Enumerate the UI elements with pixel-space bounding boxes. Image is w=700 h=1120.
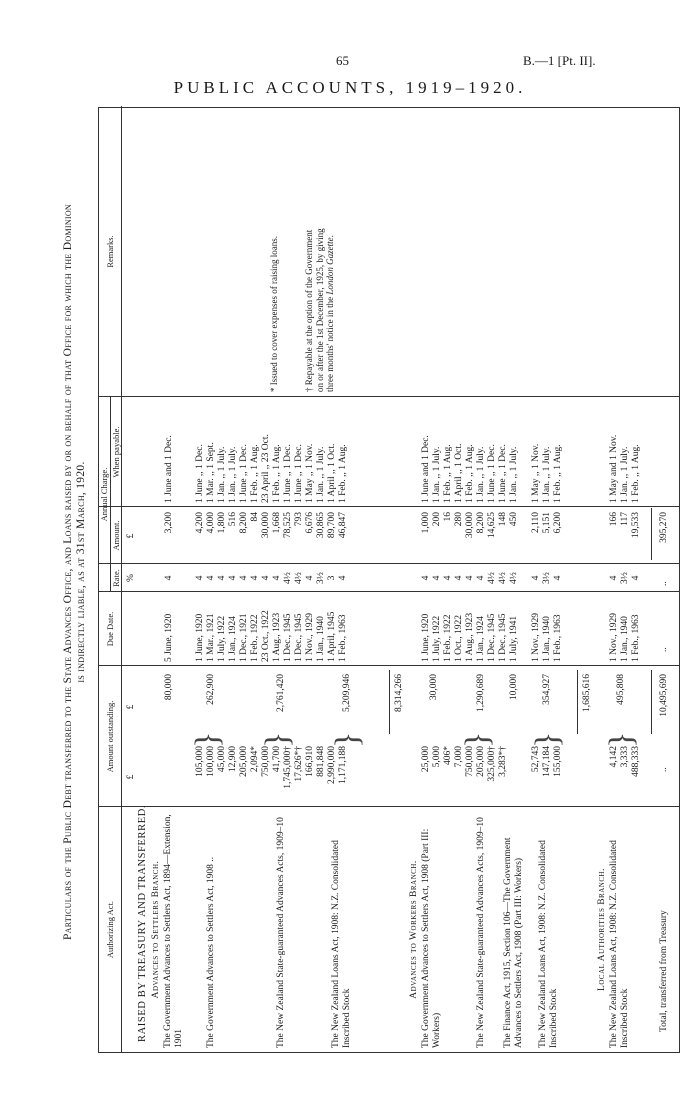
- row-rate: 4: [476, 575, 486, 581]
- row-amount: 325,000†: [487, 746, 497, 782]
- row-rate: 4: [338, 575, 348, 581]
- row-rate: 3: [327, 575, 337, 581]
- caption-line-1: Particulars of the Public Debt transferred to the State Advances Office, and Loans raised by or on behalf of that Office for which the Dominion: [62, 203, 74, 941]
- brace: }: [189, 731, 226, 748]
- row-payable: 1 Feb. ,, 1 Aug.: [443, 444, 453, 503]
- row-charge: 8,200: [476, 512, 486, 534]
- row-rate: 4: [217, 575, 227, 581]
- row-rate: 4: [443, 575, 453, 581]
- header-annual: Annual Charge.: [99, 467, 109, 522]
- row-payable: 1 Jan. ,, 1 July.: [316, 446, 326, 503]
- row-due: 1 July, 1941: [509, 615, 519, 662]
- brace: }: [603, 731, 640, 748]
- row-charge: 19,533: [631, 512, 641, 539]
- row-payable: 1 Feb. ,, 1 Aug.: [272, 444, 282, 503]
- subtotal-1894: 80,000: [164, 674, 174, 701]
- row-amount: 881,848: [316, 746, 326, 777]
- subtotal-workers-loans: 354,927: [542, 674, 552, 705]
- header-due: Due Date.: [105, 611, 115, 647]
- header-remarks: Remarks.: [105, 235, 115, 268]
- row-due: 1 Aug., 1923: [465, 612, 475, 662]
- row-charge: 793: [294, 512, 304, 527]
- header-amount: Amount outstanding.: [105, 700, 115, 773]
- section-workers: Advances to Workers Branch.: [409, 860, 419, 999]
- row-rate: 4: [305, 575, 315, 581]
- row-charge: 1,000: [421, 512, 431, 534]
- pound-symbol: £: [126, 774, 136, 780]
- row-charge: 516: [228, 512, 238, 527]
- row-due: 1 Feb., 1963: [631, 614, 641, 662]
- row-payable: 1 Jan. ,, 1 July.: [432, 446, 442, 503]
- row-payable: 1 June and 1 Dec.: [421, 435, 431, 503]
- row-rate: 4½: [498, 572, 508, 584]
- subtotal-local: 495,808: [616, 674, 626, 705]
- remark-note-2: † Repayable at the option of the Government on or after the 1st December, 1925, by giving three months' notice in the London Gazette.: [304, 228, 335, 392]
- row-payable: 1 Jan. ,, 1 July.: [217, 446, 227, 503]
- row-rate: 4: [272, 575, 282, 581]
- remark-note-2-italic: London Gazette: [325, 237, 335, 295]
- row-payable: 1 Feb. ,, 1 Aug.: [465, 444, 475, 503]
- act-loans-1908: The New Zealand Loans Act, 1908: N.Z. Consolidated Inscribed Stock: [331, 840, 352, 1048]
- row-due: 1 Aug., 1923: [272, 612, 282, 662]
- row-payable: 1 Feb. ,, 1 Aug.: [250, 444, 260, 503]
- row-amount: 41,700: [272, 746, 282, 773]
- row-charge: 450: [509, 512, 519, 527]
- row-due: 1 Feb., 1963: [338, 614, 348, 662]
- subtotal-workers-branch: 1,685,616: [582, 674, 592, 712]
- row-due: 1 Jan., 1940: [620, 616, 630, 662]
- col-rule: [99, 563, 679, 564]
- row-payable: 1 May ,, 1 Nov.: [305, 443, 315, 503]
- row-payable: 23 April ,, 23 Oct.: [261, 434, 271, 503]
- row-rate: 4: [631, 575, 641, 581]
- row-amount: 105,000: [195, 746, 205, 777]
- row-amount: 155,000: [553, 746, 563, 777]
- row-due: 1 Nov., 1929: [609, 613, 619, 662]
- sum-rule: [577, 670, 578, 734]
- row-payable: 1 May ,, 1 Nov.: [531, 443, 541, 503]
- row-due: 1 Dec., 1945: [498, 613, 508, 662]
- col-rule: [99, 506, 679, 507]
- brace: }: [259, 731, 296, 748]
- row-rate: 3½: [620, 572, 630, 584]
- row-payable: 1 June and 1 Dec.: [164, 435, 174, 503]
- row-due: 1 Jan., 1924: [476, 616, 486, 662]
- row-due: 1 April, 1945: [327, 611, 337, 662]
- row-payable: 1 Jan. ,, 1 July.: [542, 446, 552, 503]
- row-payable: 1 Feb. ,, 1 Aug.: [631, 444, 641, 503]
- row-charge: 1,668: [272, 512, 282, 534]
- subtotal-workers-guaranteed: 1,290,689: [476, 674, 486, 712]
- act-state-guaranteed: The New Zealand State-guaranteed Advances Acts, 1909–10: [276, 817, 286, 1048]
- act-workers-1908: The Government Advances to Settlers Act, 1908 (Part III: Workers): [421, 828, 442, 1048]
- header-rate: Rate.: [111, 569, 121, 587]
- row-charge: 6,676: [305, 512, 315, 534]
- row-charge: 6,200: [553, 512, 563, 534]
- table-frame: [98, 107, 680, 1053]
- row-due: 1 July, 1922: [432, 615, 442, 662]
- section-local: Local Authorities Branch.: [597, 868, 607, 991]
- row-amount: 100,000: [206, 746, 216, 777]
- row-amount: 2,094*: [250, 746, 260, 773]
- row-due: 1 Feb., 1963: [553, 614, 563, 662]
- row-due: 23 Oct., 1922: [261, 610, 271, 662]
- remark-note-1: * Issued to cover expenses of raising loans.: [269, 236, 279, 392]
- row-payable: 1 Jan. ,, 1 July.: [476, 446, 486, 503]
- row-charge: 89,700: [327, 512, 337, 539]
- percent-symbol: %: [126, 574, 136, 582]
- total-dots: ..: [659, 767, 669, 772]
- rotated-table: [98, 107, 680, 1053]
- row-rate: 4: [228, 575, 238, 581]
- row-payable: 1 Jan. ,, 1 July.: [509, 446, 519, 503]
- row-payable: 1 June ,, 1 Dec.: [239, 444, 249, 503]
- row-rate: 4½: [509, 572, 519, 584]
- row-due: 1 Dec., 1921: [239, 613, 249, 662]
- act-local-loans: The New Zealand Loans Act, 1908: N.Z. Consolidated Inscribed Stock: [609, 840, 630, 1048]
- brace: }: [329, 731, 366, 748]
- sum-rule: [389, 670, 390, 734]
- row-rate: 4: [609, 575, 619, 581]
- row-amount: 147,184: [542, 746, 552, 777]
- row-amount: 1,745,000†: [283, 746, 293, 789]
- table-caption: [62, 88, 88, 1056]
- row-payable: 1 Feb. ,, 1 Aug.: [553, 444, 563, 503]
- row-due: 1 June, 1920: [195, 613, 205, 662]
- subtotal-settlers-branch: 8,314,266: [394, 674, 404, 712]
- row-payable: 1 June ,, 1 Dec.: [294, 444, 304, 503]
- pound-symbol: £: [126, 704, 136, 710]
- row-payable: 1 June ,, 1 Dec.: [283, 444, 293, 503]
- row-rate: 4½: [283, 572, 293, 584]
- row-amount: 45,000: [217, 746, 227, 773]
- row-charge: 166: [609, 512, 619, 527]
- row-rate: 4: [164, 575, 174, 581]
- act-workers-loans: The New Zealand Loans Act, 1908: N.Z. Consolidated Inscribed Stock: [538, 840, 559, 1048]
- col-rule: [99, 665, 679, 666]
- row-payable: 1 June ,, 1 Dec.: [195, 444, 205, 503]
- row-rate: 4: [261, 575, 271, 581]
- row-charge: 3,200: [164, 512, 174, 534]
- row-charge: 46,847: [338, 512, 348, 539]
- row-rate: 4: [553, 575, 563, 581]
- row-payable: 1 April ,, 1 Oct.: [327, 443, 337, 503]
- brace: }: [459, 731, 496, 748]
- row-charge: 280: [454, 512, 464, 527]
- row-charge: 84: [250, 512, 260, 522]
- row-charge: 1,800: [217, 512, 227, 534]
- row-payable: 1 Jan. ,, 1 July.: [228, 446, 238, 503]
- row-charge: 5,151: [542, 512, 552, 534]
- row-amount: 7,000: [454, 746, 464, 768]
- row-payable: 1 May and 1 Nov.: [609, 434, 619, 503]
- subtotal-loans: 5,209,946: [342, 674, 352, 712]
- row-charge: 30,000: [261, 512, 271, 539]
- row-rate: 3½: [542, 572, 552, 584]
- act-workers-guaranteed: The New Zealand State-guaranteed Advances Acts, 1909–10: [476, 817, 486, 1048]
- row-due: 1 Nov., 1929: [531, 613, 541, 662]
- row-charge: 16: [443, 512, 453, 522]
- col-rule: [99, 591, 679, 592]
- row-rate: 4½: [294, 572, 304, 584]
- row-due: 1 Jan., 1940: [316, 616, 326, 662]
- row-charge: 4,000: [206, 512, 216, 534]
- row-payable: 1 June ,, 1 Dec.: [487, 444, 497, 503]
- row-due: 1 Dec., 1945: [283, 613, 293, 662]
- row-amount: 750,000: [261, 746, 271, 777]
- row-rate: 4½: [487, 572, 497, 584]
- subtotal-finance: 10,000: [509, 674, 519, 701]
- row-payable: 1 June ,, 1 Dec.: [498, 444, 508, 503]
- subtotal-workers-1908: 30,000: [429, 674, 439, 701]
- row-due: 1 Jan., 1940: [542, 616, 552, 662]
- subtotal-1908: 262,900: [206, 674, 216, 705]
- row-due: 1 Dec., 1945: [294, 613, 304, 662]
- total-annual-charge: 395,270: [659, 512, 669, 543]
- row-amount: 17,626*†: [294, 746, 304, 782]
- page-title: PUBLIC ACCOUNTS, 1919–1920.: [173, 78, 527, 97]
- row-payable: 1 Jan. ,, 1 July.: [620, 446, 630, 503]
- row-amount: 52,743: [531, 746, 541, 773]
- row-charge: 2,110: [531, 512, 541, 534]
- row-amount: 406*: [443, 746, 453, 765]
- page-number: 65: [336, 53, 349, 68]
- brace: }: [529, 731, 566, 748]
- row-charge: 117: [620, 512, 630, 526]
- row-payable: 1 Mar. ,, 1 Sept.: [206, 442, 216, 503]
- header-rule: [121, 106, 122, 1052]
- row-rate: 4: [250, 575, 260, 581]
- row-due: 1 Feb., 1922: [250, 614, 260, 662]
- row-amount: 3,333: [620, 746, 630, 768]
- col-rule: [99, 806, 679, 807]
- caption-line-2: is indirectly liable, as at 31st March, 1920.: [75, 461, 87, 683]
- row-charge: 30,865: [316, 512, 326, 539]
- row-rate: 4: [239, 575, 249, 581]
- section-main: RAISED BY TREASURY AND TRANSFERRED.: [137, 804, 148, 1042]
- total-dots: ..: [659, 647, 669, 652]
- row-charge: 4,200: [195, 512, 205, 534]
- row-amount: 3,283*†: [498, 746, 508, 777]
- row-amount: 4,142: [609, 746, 619, 768]
- row-amount: 5,000: [432, 746, 442, 768]
- row-charge: 78,525: [283, 512, 293, 539]
- remark-note-2-text: † Repayable at the option of the Government on or after the 1st December, 1925, by giving three months' notice in the: [304, 228, 335, 392]
- grand-total: 10,495,690: [659, 674, 669, 717]
- row-amount: 750,000: [465, 746, 475, 777]
- document-reference: B.—1 [Pt. II].: [523, 53, 596, 68]
- total-label: Total, transferred from Treasury: [659, 910, 669, 1032]
- row-due: 1 Jan., 1924: [228, 616, 238, 662]
- header-charge: Amount.: [111, 520, 121, 551]
- header-payable: When payable.: [111, 426, 121, 478]
- row-payable: 1 April ,, 1 Oct.: [454, 443, 464, 503]
- row-due: 1 Mar., 1921: [206, 613, 216, 662]
- row-charge: 14,625: [487, 512, 497, 539]
- row-charge: 8,200: [239, 512, 249, 534]
- row-rate: 4: [454, 575, 464, 581]
- sum-rule: [651, 670, 652, 734]
- row-amount: 25,000: [421, 746, 431, 773]
- act-1894: The Government Advances to Settlers Act, 1894—Extension, 1901: [163, 814, 184, 1048]
- row-charge: 148: [498, 512, 508, 527]
- row-rate: 4: [531, 575, 541, 581]
- sum-rule: [651, 508, 652, 560]
- row-amount: 205,000: [476, 746, 486, 777]
- row-amount: 1,171,188: [338, 746, 348, 784]
- section-settlers: Advances to Settlers Branch.: [151, 860, 161, 999]
- total-dots: ..: [659, 581, 669, 586]
- pound-symbol: £: [126, 533, 136, 539]
- row-amount: 205,000: [239, 746, 249, 777]
- row-charge: 30,000: [465, 512, 475, 539]
- subtotal-guaranteed: 2,761,420: [276, 674, 286, 712]
- row-due: 1 July, 1922: [217, 615, 227, 662]
- act-1908: The Government Advances to Settlers Act, 1908 ..: [206, 856, 216, 1048]
- row-amount: 166,910: [305, 746, 315, 777]
- row-charge: 200: [432, 512, 442, 527]
- row-amount: 12,900: [228, 746, 238, 773]
- row-due: 5 June, 1920: [164, 613, 174, 662]
- row-amount: 488,333: [631, 746, 641, 777]
- row-amount: 2,990,000: [327, 746, 337, 784]
- row-rate: 4: [421, 575, 431, 581]
- row-payable: 1 Feb. ,, 1 Aug.: [338, 444, 348, 503]
- row-due: 1 June, 1920: [421, 613, 431, 662]
- row-due: 1 Dec., 1945: [487, 613, 497, 662]
- row-due: 1 Feb., 1922: [443, 614, 453, 662]
- row-due: 1 Oct., 1922: [454, 615, 464, 662]
- row-rate: 3½: [316, 572, 326, 584]
- row-due: 1 Nov., 1929: [305, 613, 315, 662]
- act-finance-1915: The Finance Act, 1915, Section 106—The Government Advances to Settlers Act, 1908 (Part III: Workers): [503, 837, 524, 1048]
- header-act: Authorizing Act.: [105, 900, 115, 959]
- row-rate: 4: [465, 575, 475, 581]
- row-rate: 4: [195, 575, 205, 581]
- row-rate: 4: [206, 575, 216, 581]
- col-rule: [99, 396, 679, 397]
- row-rate: 4: [432, 575, 442, 581]
